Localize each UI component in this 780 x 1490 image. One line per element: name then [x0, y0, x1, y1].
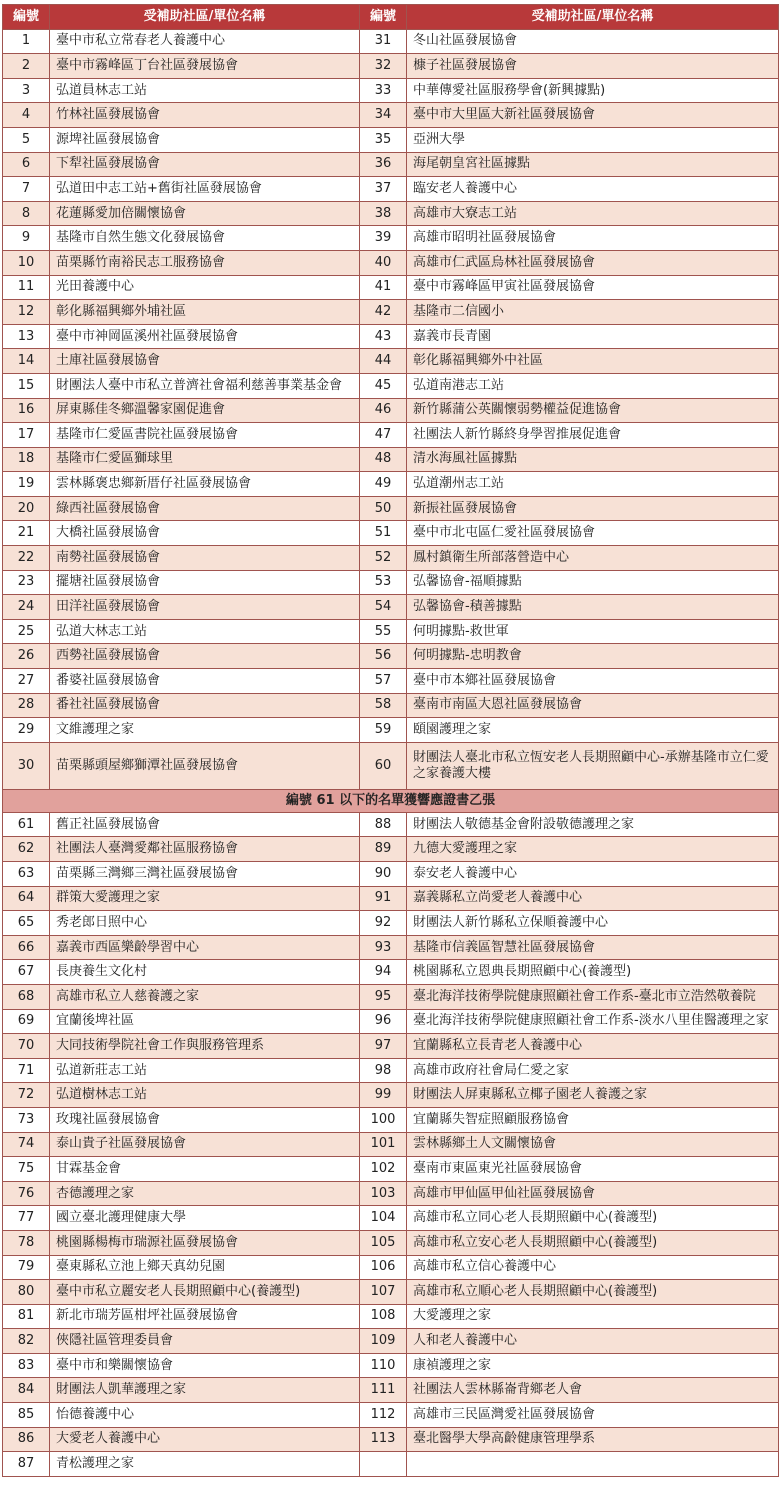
entry-number-left: 75 [3, 1157, 50, 1182]
entry-number-right: 31 [360, 29, 407, 54]
entry-number-right: 49 [360, 472, 407, 497]
table-row [3, 1353, 779, 1378]
entry-name-right: 高雄市私立順心老人長期照顧中心(養護型) [407, 1280, 779, 1305]
entry-number-left: 2 [3, 54, 50, 79]
entry-number-right: 51 [360, 521, 407, 546]
entry-number-right: 108 [360, 1304, 407, 1329]
entry-number-left: 62 [3, 837, 50, 862]
table-row [3, 1083, 779, 1108]
entry-name-left: 基隆市仁愛區獅球里 [50, 447, 360, 472]
entry-name-right: 高雄市私立信心養護中心 [407, 1255, 779, 1280]
entry-name-left: 弘道員林志工站 [50, 78, 360, 103]
entry-name-right: 槺子社區發展協會 [407, 54, 779, 79]
entry-number-right: 36 [360, 152, 407, 177]
section-row [3, 789, 779, 812]
entry-number-left: 10 [3, 250, 50, 275]
entry-number-left: 28 [3, 693, 50, 718]
entry-name-left: 舊正社區發展協會 [50, 812, 360, 837]
entry-number-right: 55 [360, 619, 407, 644]
entry-name-right: 高雄市三民區灣愛社區發展協會 [407, 1403, 779, 1428]
table-row [3, 349, 779, 374]
entry-name-right: 嘉義縣私立尚愛老人養護中心 [407, 886, 779, 911]
entry-number-left: 11 [3, 275, 50, 300]
entry-name-left: 田洋社區發展協會 [50, 595, 360, 620]
entry-name-right: 人和老人養護中心 [407, 1329, 779, 1354]
table-row [3, 472, 779, 497]
entry-name-right: 財團法人新竹縣私立保順養護中心 [407, 911, 779, 936]
table-row [3, 447, 779, 472]
entry-number-left: 23 [3, 570, 50, 595]
entry-number-right: 88 [360, 812, 407, 837]
table-row [3, 152, 779, 177]
table-row [3, 423, 779, 448]
entry-number-right: 112 [360, 1403, 407, 1428]
entry-name-right: 臺南市南區大恩社區發展協會 [407, 693, 779, 718]
entry-name-left: 長庚養生文化村 [50, 960, 360, 985]
entry-number-right: 101 [360, 1132, 407, 1157]
table-row [3, 1058, 779, 1083]
entry-name-right: 高雄市仁武區烏林社區發展協會 [407, 250, 779, 275]
entry-number-right: 40 [360, 250, 407, 275]
entry-name-left: 臺中市神岡區溪州社區發展協會 [50, 324, 360, 349]
table-row [3, 1107, 779, 1132]
entry-number-right: 97 [360, 1034, 407, 1059]
entry-number-right: 41 [360, 275, 407, 300]
entry-number-right: 50 [360, 496, 407, 521]
entry-name-right: 弘道南港志工站 [407, 373, 779, 398]
table-row [3, 669, 779, 694]
entry-number-right: 94 [360, 960, 407, 985]
table-row [3, 521, 779, 546]
entry-number-right: 95 [360, 984, 407, 1009]
table-row [3, 1230, 779, 1255]
entry-number-left: 70 [3, 1034, 50, 1059]
entry-name-left: 俠隱社區管理委員會 [50, 1329, 360, 1354]
entry-number-right: 39 [360, 226, 407, 251]
entry-name-left: 甘霖基金會 [50, 1157, 360, 1182]
entry-number-left: 8 [3, 201, 50, 226]
entry-name-left: 財團法人凱華護理之家 [50, 1378, 360, 1403]
entry-name-right: 雲林縣鄉土人文關懷協會 [407, 1132, 779, 1157]
table-row [3, 226, 779, 251]
entry-number-left: 19 [3, 472, 50, 497]
entry-name-right: 彰化縣福興鄉外中社區 [407, 349, 779, 374]
entry-number-right: 103 [360, 1181, 407, 1206]
entry-name-right: 臺北海洋技術學院健康照顧社會工作系-臺北市立浩然敬養院 [407, 984, 779, 1009]
entry-name-left: 國立臺北護理健康大學 [50, 1206, 360, 1231]
entry-number-left: 13 [3, 324, 50, 349]
entry-name-right: 大愛護理之家 [407, 1304, 779, 1329]
header-number-right: 編號 [360, 5, 407, 30]
entry-number-right: 34 [360, 103, 407, 128]
entry-number-left: 69 [3, 1009, 50, 1034]
entry-name-left: 彰化縣福興鄉外埔社區 [50, 300, 360, 325]
section-label: 編號 61 以下的名單獲響應證書乙張 [3, 789, 779, 812]
entry-name-right: 臺中市北屯區仁愛社區發展協會 [407, 521, 779, 546]
table-row [3, 1329, 779, 1354]
entry-number-right: 91 [360, 886, 407, 911]
entry-name-left: 杏德護理之家 [50, 1181, 360, 1206]
entry-number-right: 48 [360, 447, 407, 472]
entry-number-right: 52 [360, 546, 407, 571]
table-row [3, 862, 779, 887]
entry-number-left: 73 [3, 1107, 50, 1132]
entry-number-right: 58 [360, 693, 407, 718]
entry-number-left: 25 [3, 619, 50, 644]
entry-name-right: 何明據點-救世軍 [407, 619, 779, 644]
table-row [3, 718, 779, 743]
entry-number-left: 80 [3, 1280, 50, 1305]
entry-number-left: 74 [3, 1132, 50, 1157]
entry-name-left: 雲林縣褒忠鄉新厝仔社區發展協會 [50, 472, 360, 497]
table-row [3, 837, 779, 862]
entry-name-right: 臺北海洋技術學院健康照顧社會工作系-淡水八里佳醫護理之家 [407, 1009, 779, 1034]
table-row [3, 935, 779, 960]
entry-name-right: 弘道潮州志工站 [407, 472, 779, 497]
entry-name-right: 高雄市政府社會局仁愛之家 [407, 1058, 779, 1083]
entry-number-right: 92 [360, 911, 407, 936]
entry-number-right: 42 [360, 300, 407, 325]
entry-name-left: 臺中市私立常春老人養護中心 [50, 29, 360, 54]
entry-name-left: 文維護理之家 [50, 718, 360, 743]
table-row [3, 1132, 779, 1157]
entry-number-right: 93 [360, 935, 407, 960]
table-row [3, 1280, 779, 1305]
entry-name-left: 大同技術學院社會工作與服務管理系 [50, 1034, 360, 1059]
table-row [3, 1427, 779, 1452]
entry-name-left: 竹林社區發展協會 [50, 103, 360, 128]
entry-number-left: 76 [3, 1181, 50, 1206]
entry-number-right: 60 [360, 742, 407, 789]
entry-name-left: 番婆社區發展協會 [50, 669, 360, 694]
entry-number-left: 27 [3, 669, 50, 694]
entry-name-left: 泰山貴子社區發展協會 [50, 1132, 360, 1157]
entry-name-right: 財團法人敬德基金會附設敬德護理之家 [407, 812, 779, 837]
table-row [3, 127, 779, 152]
table-row [3, 570, 779, 595]
entry-name-left: 苗栗縣三灣鄉三灣社區發展協會 [50, 862, 360, 887]
entry-number-left: 21 [3, 521, 50, 546]
entry-number-left: 4 [3, 103, 50, 128]
entry-number-left: 82 [3, 1329, 50, 1354]
entry-number-right: 45 [360, 373, 407, 398]
entry-name-right: 新振社區發展協會 [407, 496, 779, 521]
entry-number-right: 59 [360, 718, 407, 743]
entry-number-right: 54 [360, 595, 407, 620]
entry-name-right: 高雄市甲仙區甲仙社區發展協會 [407, 1181, 779, 1206]
entry-name-left: 臺中市和樂關懷協會 [50, 1353, 360, 1378]
table-row [3, 300, 779, 325]
table-row [3, 177, 779, 202]
entry-name-left: 大愛老人養護中心 [50, 1427, 360, 1452]
entry-name-left: 屏東縣佳冬鄉溫馨家園促進會 [50, 398, 360, 423]
entry-number-left: 67 [3, 960, 50, 985]
table-row [3, 960, 779, 985]
entry-number-left: 7 [3, 177, 50, 202]
table-row [3, 1378, 779, 1403]
entry-number-left: 16 [3, 398, 50, 423]
table-row [3, 812, 779, 837]
table-row [3, 886, 779, 911]
entry-name-right: 高雄市昭明社區發展協會 [407, 226, 779, 251]
entry-name-right: 宜蘭縣私立長青老人養護中心 [407, 1034, 779, 1059]
entry-name-left: 群策大愛護理之家 [50, 886, 360, 911]
entry-number-right: 38 [360, 201, 407, 226]
entry-name-left: 土庫社區發展協會 [50, 349, 360, 374]
entry-name-right: 桃園縣私立恩典長期照顧中心(養護型) [407, 960, 779, 985]
entry-number-right: 96 [360, 1009, 407, 1034]
entry-name-left: 高雄市私立人慈養護之家 [50, 984, 360, 1009]
section-divider [3, 789, 779, 812]
entry-name-left: 下犁社區發展協會 [50, 152, 360, 177]
entry-number-right: 46 [360, 398, 407, 423]
entry-name-left: 怡德養護中心 [50, 1403, 360, 1428]
table-row [3, 595, 779, 620]
entry-name-right: 何明據點-忠明教會 [407, 644, 779, 669]
entry-name-left: 西勢社區發展協會 [50, 644, 360, 669]
table-body-bottom [3, 812, 779, 1476]
entry-number-left: 18 [3, 447, 50, 472]
entry-name-right: 新竹縣蒲公英關懷弱勢權益促進協會 [407, 398, 779, 423]
entry-number-left: 84 [3, 1378, 50, 1403]
table-row [3, 373, 779, 398]
entry-number-left: 64 [3, 886, 50, 911]
entry-number-right: 104 [360, 1206, 407, 1231]
entry-number-left: 71 [3, 1058, 50, 1083]
entry-number-right: 89 [360, 837, 407, 862]
entry-name-right: 臨安老人養護中心 [407, 177, 779, 202]
entry-number-left: 61 [3, 812, 50, 837]
entry-name-right: 鳳村鎮衛生所部落營造中心 [407, 546, 779, 571]
entry-number-right: 110 [360, 1353, 407, 1378]
entry-number-left: 14 [3, 349, 50, 374]
table-row [3, 324, 779, 349]
entry-number-right: 90 [360, 862, 407, 887]
entry-name-right: 冬山社區發展協會 [407, 29, 779, 54]
entry-number-right: 37 [360, 177, 407, 202]
table-row [3, 1034, 779, 1059]
table-row [3, 546, 779, 571]
entry-number-left: 5 [3, 127, 50, 152]
entry-number-right: 98 [360, 1058, 407, 1083]
entry-number-right: 35 [360, 127, 407, 152]
table-header-row [3, 5, 779, 30]
table-row [3, 1206, 779, 1231]
entry-name-left: 源埤社區發展協會 [50, 127, 360, 152]
entry-number-left: 22 [3, 546, 50, 571]
table-row [3, 1403, 779, 1428]
entry-name-right [407, 1452, 779, 1477]
entry-number-right: 32 [360, 54, 407, 79]
entry-name-right: 亞洲大學 [407, 127, 779, 152]
entry-name-left: 南勢社區發展協會 [50, 546, 360, 571]
entry-name-right: 泰安老人養護中心 [407, 862, 779, 887]
entry-number-right: 107 [360, 1280, 407, 1305]
entry-name-left: 嘉義市西區樂齡學習中心 [50, 935, 360, 960]
entry-number-right: 109 [360, 1329, 407, 1354]
table-row [3, 1181, 779, 1206]
entry-number-left: 17 [3, 423, 50, 448]
entry-name-right: 嘉義市長青園 [407, 324, 779, 349]
header-name-left: 受補助社區/單位名稱 [50, 5, 360, 30]
table-row [3, 1009, 779, 1034]
entry-name-left: 番社社區發展協會 [50, 693, 360, 718]
entry-number-left: 78 [3, 1230, 50, 1255]
entry-number-right: 111 [360, 1378, 407, 1403]
entry-number-left: 68 [3, 984, 50, 1009]
entry-name-left: 大橋社區發展協會 [50, 521, 360, 546]
table-row [3, 201, 779, 226]
entry-name-left: 弘道大林志工站 [50, 619, 360, 644]
table-row [3, 1255, 779, 1280]
table-row [3, 29, 779, 54]
recipient-table [2, 4, 779, 1477]
entry-name-left: 光田養護中心 [50, 275, 360, 300]
entry-number-right: 57 [360, 669, 407, 694]
table-row [3, 1304, 779, 1329]
entry-number-left: 9 [3, 226, 50, 251]
entry-number-right: 113 [360, 1427, 407, 1452]
entry-number-right: 56 [360, 644, 407, 669]
entry-number-left: 24 [3, 595, 50, 620]
entry-name-left: 基隆市仁愛區書院社區發展協會 [50, 423, 360, 448]
entry-number-left: 12 [3, 300, 50, 325]
entry-name-left: 桃園縣楊梅市瑞源社區發展協會 [50, 1230, 360, 1255]
table-row [3, 984, 779, 1009]
header-number-left: 編號 [3, 5, 50, 30]
entry-name-right: 弘馨協會-積善據點 [407, 595, 779, 620]
entry-number-right: 43 [360, 324, 407, 349]
entry-number-left: 6 [3, 152, 50, 177]
entry-name-right: 清水海風社區據點 [407, 447, 779, 472]
entry-number-right: 105 [360, 1230, 407, 1255]
entry-number-left: 66 [3, 935, 50, 960]
entry-number-right: 33 [360, 78, 407, 103]
entry-name-right: 基隆市二信國小 [407, 300, 779, 325]
entry-name-left: 秀老郎日照中心 [50, 911, 360, 936]
entry-number-left: 1 [3, 29, 50, 54]
table-row [3, 275, 779, 300]
entry-name-left: 青松護理之家 [50, 1452, 360, 1477]
table-body-top [3, 29, 779, 789]
entry-number-right: 102 [360, 1157, 407, 1182]
entry-number-left: 30 [3, 742, 50, 789]
entry-name-left: 花蓮縣愛加倍關懷協會 [50, 201, 360, 226]
entry-name-left: 新北市瑞芳區柑坪社區發展協會 [50, 1304, 360, 1329]
table-row [3, 1452, 779, 1477]
entry-name-left: 財團法人臺中市私立普濟社會福利慈善事業基金會 [50, 373, 360, 398]
table-row [3, 644, 779, 669]
entry-name-right: 財團法人臺北市私立恆安老人長期照顧中心-承辦基隆市立仁愛之家養護大樓 [407, 742, 779, 789]
entry-number-right [360, 1452, 407, 1477]
table-row [3, 250, 779, 275]
entry-number-right: 100 [360, 1107, 407, 1132]
table-row [3, 398, 779, 423]
entry-name-left: 宜蘭後埤社區 [50, 1009, 360, 1034]
table-row [3, 496, 779, 521]
table-row [3, 103, 779, 128]
entry-name-right: 頤園護理之家 [407, 718, 779, 743]
entry-number-right: 106 [360, 1255, 407, 1280]
entry-name-right: 臺中市本鄉社區發展協會 [407, 669, 779, 694]
entry-name-right: 社團法人雲林縣崙背鄉老人會 [407, 1378, 779, 1403]
table-row [3, 911, 779, 936]
table-row [3, 1157, 779, 1182]
entry-name-right: 臺中市霧峰區甲寅社區發展協會 [407, 275, 779, 300]
header-name-right: 受補助社區/單位名稱 [407, 5, 779, 30]
entry-number-right: 99 [360, 1083, 407, 1108]
entry-name-left: 玫瑰社區發展協會 [50, 1107, 360, 1132]
roster-container [2, 4, 778, 1477]
entry-number-left: 77 [3, 1206, 50, 1231]
entry-number-left: 29 [3, 718, 50, 743]
entry-name-left: 苗栗縣竹南裕民志工服務協會 [50, 250, 360, 275]
table-row [3, 54, 779, 79]
entry-number-left: 20 [3, 496, 50, 521]
table-row [3, 742, 779, 789]
entry-name-right: 弘馨協會-福順據點 [407, 570, 779, 595]
entry-name-right: 臺北醫學大學高齡健康管理學系 [407, 1427, 779, 1452]
entry-name-left: 臺東縣私立池上鄉天真幼兒園 [50, 1255, 360, 1280]
entry-name-right: 海尾朝皇宮社區據點 [407, 152, 779, 177]
entry-name-left: 臺中市霧峰區丁台社區發展協會 [50, 54, 360, 79]
entry-name-right: 九德大愛護理之家 [407, 837, 779, 862]
entry-name-right: 社團法人新竹縣終身學習推展促進會 [407, 423, 779, 448]
entry-number-left: 81 [3, 1304, 50, 1329]
entry-name-left: 擺塘社區發展協會 [50, 570, 360, 595]
entry-number-left: 85 [3, 1403, 50, 1428]
entry-name-left: 臺中市私立麗安老人長期照顧中心(養護型) [50, 1280, 360, 1305]
entry-name-right: 中華傳愛社區服務學會(新興據點) [407, 78, 779, 103]
entry-name-left: 弘道新莊志工站 [50, 1058, 360, 1083]
entry-name-right: 基隆市信義區智慧社區發展協會 [407, 935, 779, 960]
table-row [3, 78, 779, 103]
entry-name-right: 臺南市東區東光社區發展協會 [407, 1157, 779, 1182]
entry-name-right: 高雄市私立安心老人長期照顧中心(養護型) [407, 1230, 779, 1255]
entry-number-left: 15 [3, 373, 50, 398]
entry-name-left: 苗栗縣頭屋鄉獅潭社區發展協會 [50, 742, 360, 789]
entry-name-right: 財團法人屏東縣私立椰子園老人養護之家 [407, 1083, 779, 1108]
entry-name-right: 高雄市大寮志工站 [407, 201, 779, 226]
entry-number-left: 65 [3, 911, 50, 936]
entry-name-right: 宜蘭縣失智症照顧服務協會 [407, 1107, 779, 1132]
entry-number-right: 47 [360, 423, 407, 448]
entry-number-left: 3 [3, 78, 50, 103]
entry-number-left: 86 [3, 1427, 50, 1452]
entry-number-left: 79 [3, 1255, 50, 1280]
entry-number-right: 53 [360, 570, 407, 595]
entry-name-left: 基隆市自然生態文化發展協會 [50, 226, 360, 251]
entry-name-left: 社團法人臺灣愛鄰社區服務協會 [50, 837, 360, 862]
entry-name-right: 高雄市私立同心老人長期照顧中心(養護型) [407, 1206, 779, 1231]
entry-name-right: 臺中市大里區大新社區發展協會 [407, 103, 779, 128]
table-row [3, 619, 779, 644]
entry-name-left: 弘道樹林志工站 [50, 1083, 360, 1108]
entry-number-left: 72 [3, 1083, 50, 1108]
table-row [3, 693, 779, 718]
entry-name-left: 弘道田中志工站+舊街社區發展協會 [50, 177, 360, 202]
entry-number-left: 87 [3, 1452, 50, 1477]
entry-number-right: 44 [360, 349, 407, 374]
entry-name-left: 綠西社區發展協會 [50, 496, 360, 521]
entry-name-right: 康禎護理之家 [407, 1353, 779, 1378]
entry-number-left: 83 [3, 1353, 50, 1378]
entry-number-left: 26 [3, 644, 50, 669]
entry-number-left: 63 [3, 862, 50, 887]
